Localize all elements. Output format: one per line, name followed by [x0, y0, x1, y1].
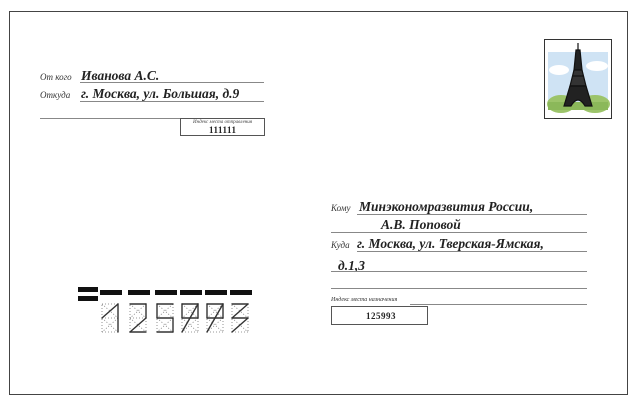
postal-code-digit-stencil — [100, 302, 120, 334]
to-line-1 — [357, 214, 587, 215]
postal-code-digit — [205, 302, 225, 334]
postal-code-digit — [155, 302, 175, 334]
where-to-line-1 — [357, 251, 587, 252]
from-label: От кого — [40, 72, 72, 82]
recipient-extra-line-2 — [410, 304, 587, 305]
where-from-label: Откуда — [40, 90, 71, 100]
code-bar-2 — [128, 290, 150, 295]
postal-code-digit — [100, 302, 120, 334]
postal-code-digit — [230, 302, 250, 334]
postal-code-digit — [128, 302, 148, 334]
postal-code-digit-stencil — [205, 302, 225, 334]
where-from-line — [80, 101, 264, 102]
code-bar-4 — [180, 290, 202, 295]
to-value-line2: А.В. Поповой — [381, 217, 461, 232]
eiffel-tower-icon — [545, 40, 611, 118]
where-to-label: Куда — [331, 240, 350, 250]
sender-index-value: 111111 — [209, 125, 237, 135]
postal-code-digit-stencil — [180, 302, 200, 334]
postage-stamp — [544, 39, 612, 119]
code-marker-bar-top — [78, 287, 98, 292]
recipient-index-caption: Индекс места назначения — [331, 297, 398, 303]
recipient-index-box — [331, 306, 428, 325]
recipient-extra-line-1 — [331, 288, 587, 289]
sender-index-box — [180, 118, 265, 136]
postal-code-digit — [180, 302, 200, 334]
from-line — [80, 82, 264, 83]
recipient-index-value: 125993 — [366, 311, 396, 321]
where-from-value: г. Москва, ул. Большая, д.9 — [81, 86, 240, 101]
where-to-value-line2: д.1,3 — [338, 258, 365, 273]
to-value-line1: Минэкономразвития России, — [359, 199, 534, 214]
code-marker-bar-bottom — [78, 296, 98, 301]
to-label: Кому — [331, 203, 351, 213]
sender-index-caption: Индекс места отправления — [193, 120, 253, 125]
to-line-2 — [331, 232, 587, 233]
postal-code-digit-stencil — [155, 302, 175, 334]
where-to-line-2 — [331, 271, 587, 272]
where-to-value-line1: г. Москва, ул. Тверская-Ямская, — [357, 236, 544, 251]
from-value: Иванова А.С. — [81, 68, 160, 83]
code-bar-3 — [155, 290, 177, 295]
code-bar-6 — [230, 290, 252, 295]
code-bar-1 — [100, 290, 122, 295]
code-bar-5 — [205, 290, 227, 295]
postal-code-digit-stencil — [128, 302, 148, 334]
postal-code-digit-stencil — [230, 302, 250, 334]
